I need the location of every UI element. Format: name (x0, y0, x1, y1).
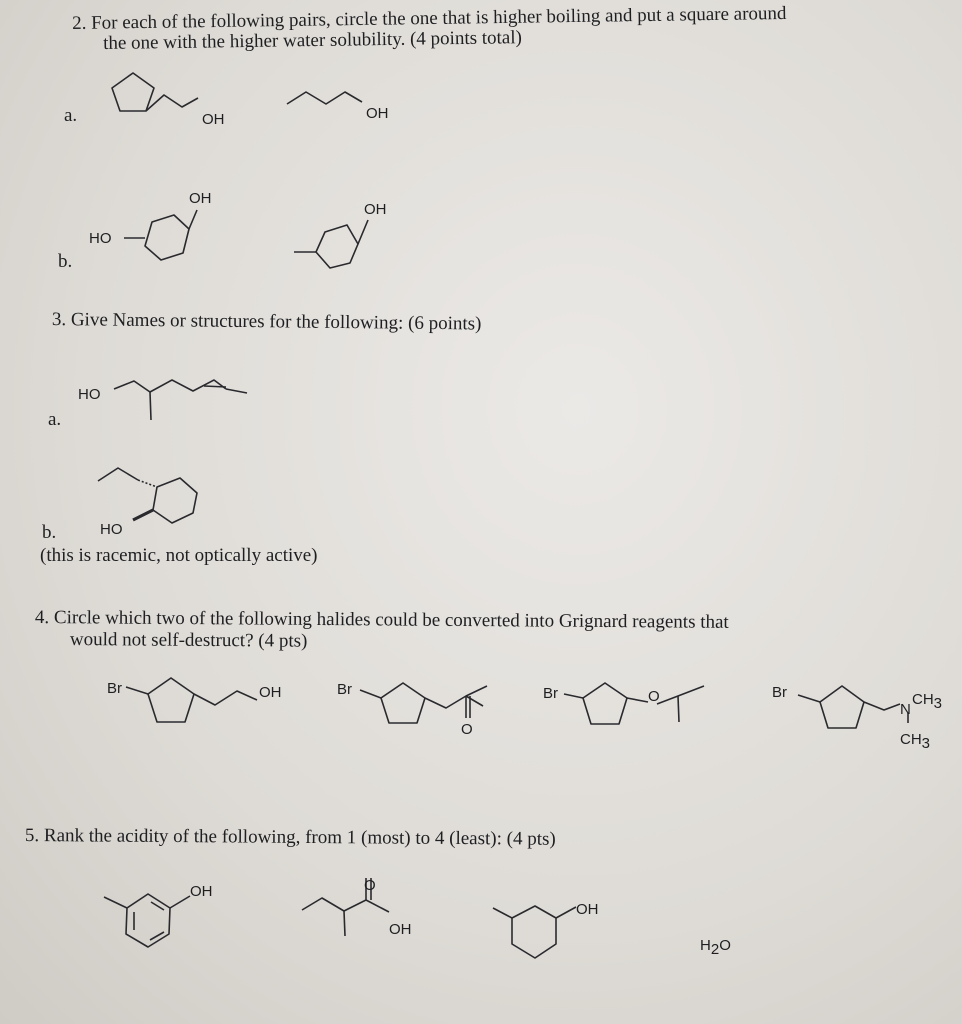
q2-part-a-label: a. (64, 105, 78, 126)
q5-water-label (700, 937, 731, 958)
svg-text:H2O: H2O (700, 937, 731, 958)
q5-oh-label-2: OH (389, 921, 412, 938)
q2-line-2: the one with the higher water solubility. (4 points total) (102, 27, 523, 54)
q4-bromoketone-structure (337, 681, 487, 738)
q3-racemic-note: (this is racemic, not optically active) (40, 545, 318, 566)
q4-bromocyclopentylpropanol-structure (107, 678, 282, 722)
q5-oh-label-3: OH (576, 901, 599, 918)
q3-heading: 3. Give Names or structures for the following: (6 points) (51, 309, 482, 335)
q5-oh-label-1: OH (190, 883, 213, 900)
q4-ch3-label-1: CH3 (912, 691, 943, 712)
q5-cyclohexylmethanol-structure (493, 901, 599, 958)
q4-n-label: N (900, 701, 911, 718)
q4-bromoamine-structure (772, 684, 942, 752)
q2-part-b-label: b. (58, 251, 73, 272)
q4-o-label-2: O (648, 688, 660, 705)
q4-line-1: 4. Circle which two of the following halides could be converted into Grignard reagents that (34, 607, 729, 633)
q4-oh-label: OH (259, 684, 282, 701)
q2b-ho-label: HO (89, 230, 112, 247)
q4-o-label-1: O (461, 721, 473, 738)
q4-br-label-2: Br (337, 681, 352, 698)
q2a-cyclopentylpropanol-structure (112, 73, 225, 128)
q5-carboxylic-acid-structure (302, 877, 412, 938)
q4-br-label-1: Br (107, 680, 122, 697)
q5-o-label: O (364, 877, 376, 894)
q2b-methylcyclohexanol-structure (294, 201, 387, 268)
q2b-oh-label-1: OH (189, 190, 212, 207)
q2-line-1: 2. For each of the following pairs, circle the one that is higher boiling and put a square around (71, 3, 787, 34)
q4-bromoether-structure (543, 683, 704, 724)
q5-aromatic-alcohol-structure (104, 883, 213, 947)
q4-ch3-label-2: CH3 (900, 731, 931, 752)
q4-br-label-4: Br (772, 684, 787, 701)
q2b-oh-label-2: OH (364, 201, 387, 218)
q3-part-a-label: a. (48, 409, 62, 430)
q3a-alkenol-structure (78, 380, 247, 420)
q2a-oh-label-1: OH (202, 111, 225, 128)
q3b-ho-label: HO (100, 521, 123, 538)
q2b-cyclohexanediol-structure (89, 190, 212, 260)
q3-part-b-label: b. (42, 522, 57, 543)
q5-heading: 5. Rank the acidity of the following, from 1 (most) to 4 (least): (4 pts) (24, 825, 556, 850)
q2a-oh-label-2: OH (366, 105, 389, 122)
q4-br-label-3: Br (543, 685, 558, 702)
q3a-ho-label: HO (78, 386, 101, 403)
q4-line-2: would not self-destruct? (4 pts) (69, 629, 308, 652)
q2a-butanol-structure (287, 92, 389, 122)
q3b-cyclohexanol-structure (98, 468, 197, 538)
